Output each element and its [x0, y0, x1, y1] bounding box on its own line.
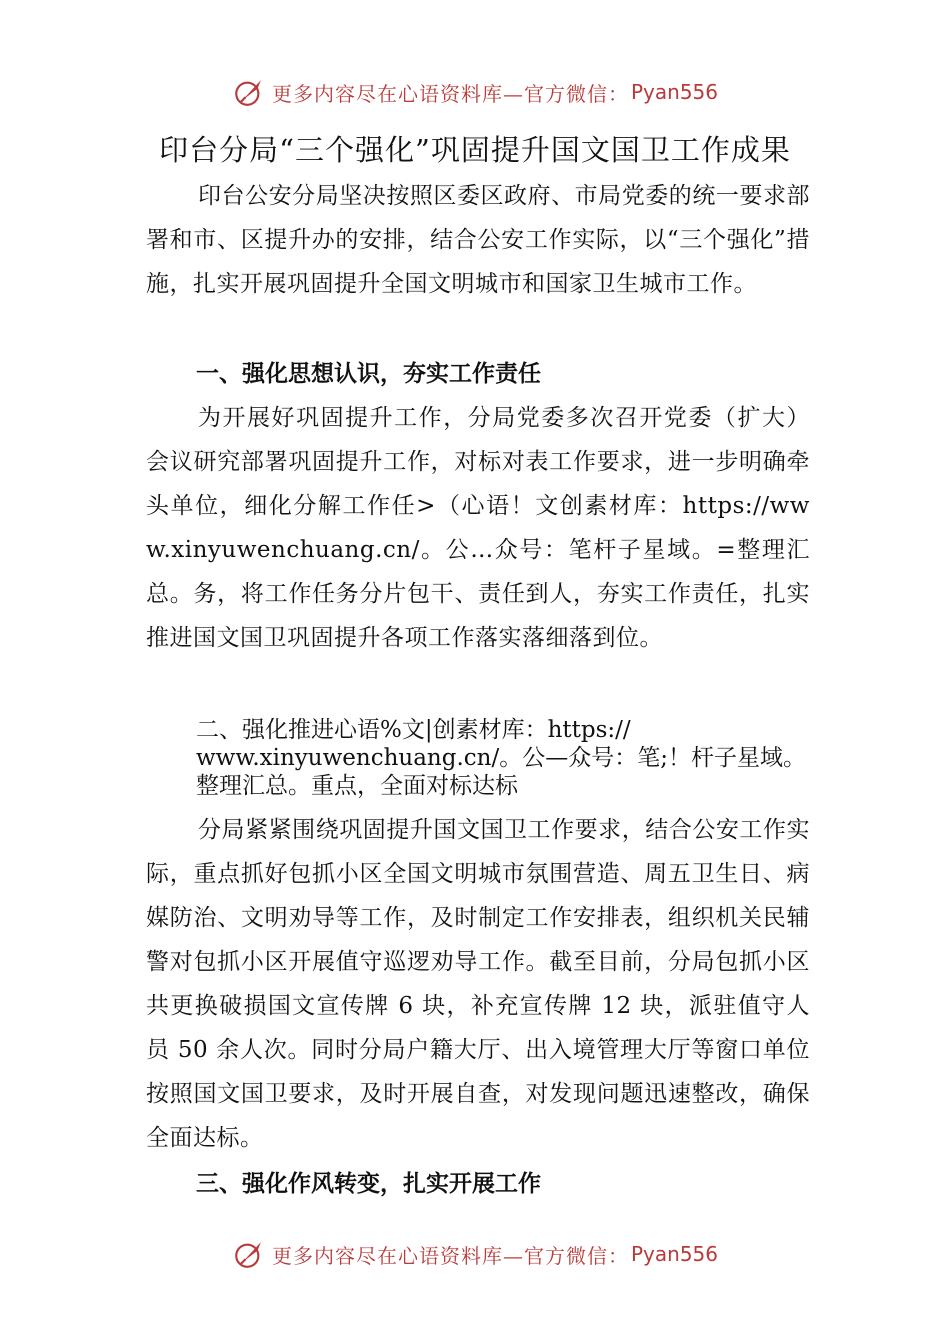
section3-heading: 三、强化作风转变，扎实开展工作 [196, 1171, 541, 1197]
quill-logo-icon [232, 1237, 266, 1271]
section2-heading-line: www.xinyuwenchuang.cn/。公—众号：笔;！杆子星域。 [196, 745, 806, 771]
section1-paragraph: 为开展好巩固提升工作，分局党委多次召开党委（扩大） 会议研究部署巩固提升工作，对标对表工作要求，进一步明确牵头单位，细化分解工作任>（心语！文创素材库：https://www.xinyuwenchuang.cn/。公…众号：笔杆子星域。=整理汇总。务，将工作任务分片包干、责任到人，夯实工作责任，扎实推进国文国卫巩固提升各项工作落实落细落到位。 [146, 405, 810, 651]
footer-banner [0, 1232, 950, 1276]
document-title: 印台分局“三个强化”巩固提升国文国卫工作成果 [159, 133, 791, 167]
banner-wechat-id: Pyan556 [630, 1242, 718, 1266]
intro-paragraph: 印台公安分局坚决按照区委区政府、市局党委的统一要求部署和市、区提升办的安排，结合公安工作实际，以“三个强化”措施，扎实开展巩固提升全国文明城市和国家卫生城市工作。 [146, 183, 810, 297]
section2-heading-line: 整理汇总。重点，全面对标达标 [196, 773, 518, 799]
header-banner [0, 70, 950, 114]
banner-slogan: 更多内容尽在心语资料库—官方微信： [271, 1243, 629, 1268]
section1-heading: 一、强化思想认识，夯实工作责任 [196, 361, 541, 387]
quill-logo-icon [232, 75, 266, 109]
banner-slogan: 更多内容尽在心语资料库—官方微信： [271, 81, 629, 106]
section2-paragraph: 分局紧紧围绕巩固提升国文国卫工作要求，结合公安工作实际，重点抓好包抓小区全国文明城市氛围营造、周五卫生日、病媒防治、文明劝导等工作，及时制定工作安排表，组织机关民辅警对包抓小区开展值守巡逻劝导工作。截至目前，分局包抓小区共更换破损国文宣传牌 6 块，补充宣传牌 12 块，派驻值守人员 50 余人次。同时分局户籍大厅、出入境管理大厅等窗口单位按照国文国卫要求，及时开展自查，对发现问题迅速整改，确保全面达标。 [146, 817, 810, 1151]
banner-wechat-id: Pyan556 [630, 80, 718, 104]
section2-heading-line: 二、强化推进心语%文|创素材库：https:// [196, 717, 631, 743]
section2-heading [196, 716, 836, 800]
